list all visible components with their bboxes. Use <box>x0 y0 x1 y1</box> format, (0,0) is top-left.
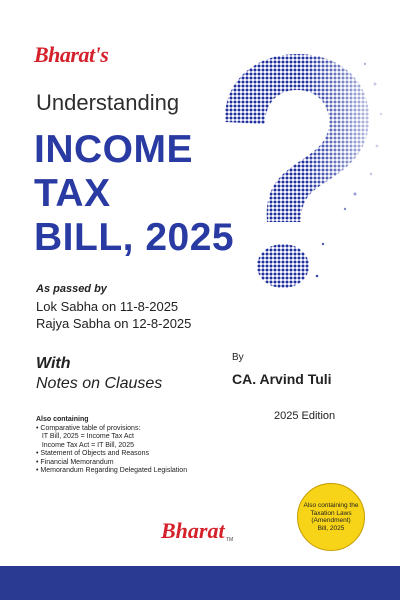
author-name: CA. Arvind Tuli <box>232 371 332 387</box>
badge-line: Also containing the <box>303 502 359 509</box>
publisher-logo-top: Bharat's <box>34 42 109 67</box>
badge-line: Taxation Laws <box>310 509 352 517</box>
notes-on-clauses: Notes on Clauses <box>36 375 163 392</box>
bottom-band <box>0 566 400 600</box>
list-item: • Comparative table of provisions: <box>36 425 141 432</box>
trademark-label: TM <box>226 537 234 543</box>
edition-label: 2025 Edition <box>274 410 336 422</box>
badge-line: Bill, 2025 <box>317 524 345 532</box>
also-containing-list <box>36 425 187 475</box>
list-item: • Statement of Objects and Reasons <box>36 450 149 458</box>
passed-rajya-sabha: Rajya Sabha on 12-8-2025 <box>36 316 192 331</box>
passed-by-label: As passed by <box>36 283 107 295</box>
title-line-2: TAX <box>34 172 111 215</box>
passed-lok-sabha: Lok Sabha on 11-8-2025 <box>36 299 179 314</box>
publisher-logo-bottom: Bharat <box>161 518 225 543</box>
list-item: IT Bill, 2025 = Income Tax Act <box>36 433 134 441</box>
title-line-1: INCOME <box>34 128 193 171</box>
by-label: By <box>232 352 244 363</box>
amendment-badge <box>297 483 365 551</box>
list-item: Income Tax Act = IT Bill, 2025 <box>36 441 134 449</box>
badge-line: (Amendment) <box>311 517 351 524</box>
also-containing-heading: Also containing <box>36 416 89 423</box>
list-item: • Memorandum Regarding Delegated Legislation <box>36 467 188 475</box>
pre-title: Understanding <box>36 90 180 115</box>
question-mark-icon <box>205 44 385 299</box>
with-label: With <box>36 355 71 372</box>
title-line-3: BILL, 2025 <box>34 216 235 259</box>
list-item: • Financial Memorandum <box>36 458 114 466</box>
